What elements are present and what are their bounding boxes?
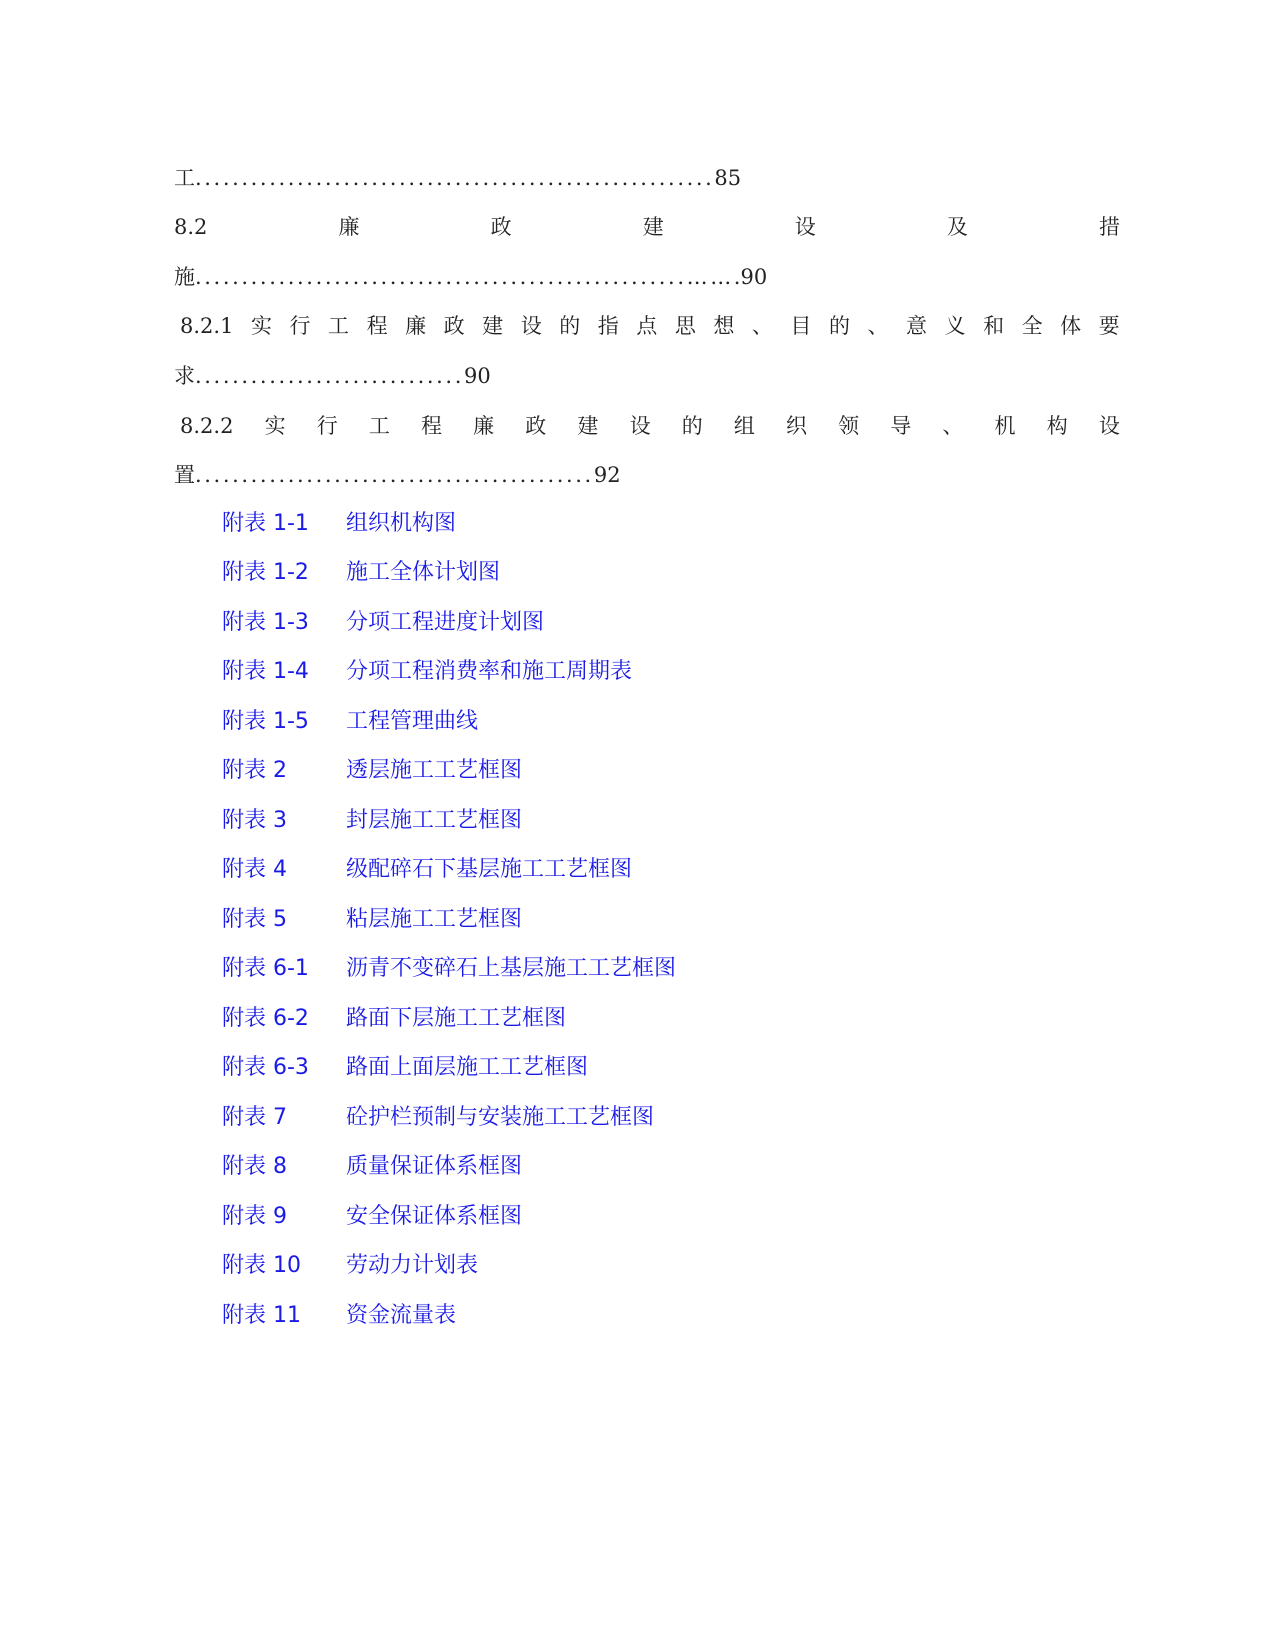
appendix-code: 附表 6-1	[222, 956, 309, 981]
toc-entry-8-2-2[interactable]	[180, 411, 1120, 441]
appendix-title: 透层施工工艺框图	[346, 758, 523, 783]
appendix-title: 施工全体计划图	[346, 560, 501, 585]
appendix-code: 附表 2	[222, 758, 287, 783]
toc-word: 工	[368, 414, 390, 438]
toc-word: 8.2.1	[180, 314, 234, 338]
appendix-title: 分项工程消费率和施工周期表	[346, 659, 633, 684]
toc-word: 行	[316, 414, 338, 438]
appendix-code: 附表 8	[222, 1154, 287, 1179]
toc-word: 8.2.2	[180, 414, 234, 438]
toc-word: 义	[944, 314, 966, 338]
appendix-link[interactable]	[222, 1202, 522, 1232]
toc-word: 政	[443, 314, 465, 338]
appendix-link[interactable]	[222, 756, 522, 786]
toc-word: 程	[421, 414, 442, 438]
appendix-link[interactable]	[222, 1004, 566, 1034]
toc-word: 目	[790, 314, 812, 338]
appendix-title: 质量保证体系框图	[346, 1154, 523, 1179]
appendix-link[interactable]	[222, 1053, 588, 1083]
appendix-title: 级配碎石下基层施工工艺框图	[346, 857, 633, 882]
appendix-code: 附表 6-3	[222, 1055, 309, 1080]
toc-word: 指	[597, 314, 619, 338]
appendix-title: 封层施工工艺框图	[346, 808, 523, 833]
toc-word: 8.2	[174, 215, 208, 239]
appendix-title: 劳动力计划表	[346, 1253, 479, 1278]
toc-word: 组	[733, 414, 755, 438]
appendix-link[interactable]	[222, 954, 676, 984]
appendix-link[interactable]	[222, 1301, 456, 1331]
appendix-link[interactable]	[222, 1251, 478, 1281]
toc-word: 建	[577, 414, 599, 438]
appendix-code: 附表 11	[222, 1303, 301, 1328]
appendix-title: 粘层施工工艺框图	[346, 907, 523, 932]
toc-text: 施	[174, 265, 195, 289]
appendix-code: 附表 6-2	[222, 1006, 309, 1031]
toc-word: 措	[1098, 215, 1120, 239]
toc-word: 构	[1046, 414, 1068, 438]
toc-word: 织	[785, 414, 807, 438]
appendix-code: 附表 1-4	[222, 659, 309, 684]
toc-word: 工	[328, 314, 350, 338]
toc-entry-8-2-1[interactable]	[180, 311, 1120, 341]
appendix-code: 附表 1-1	[222, 511, 309, 536]
toc-text: 置	[174, 463, 195, 487]
toc-page-number: .90	[733, 265, 768, 289]
appendix-title: 组织机构图	[346, 511, 457, 536]
appendix-link[interactable]	[222, 855, 632, 885]
appendix-link[interactable]	[222, 905, 522, 935]
toc-page-number: 85	[714, 166, 742, 190]
toc-word: 廉	[405, 314, 427, 338]
toc-word: 点	[636, 314, 658, 338]
appendix-title: 工程管理曲线	[346, 709, 479, 734]
appendix-title: 分项工程进度计划图	[346, 610, 545, 635]
toc-word: 建	[642, 215, 664, 239]
toc-text: 工	[174, 166, 195, 190]
appendix-link[interactable]	[222, 806, 522, 836]
appendix-title: 路面上面层施工工艺框图	[346, 1055, 589, 1080]
appendix-title: 砼护栏预制与安装施工工艺框图	[346, 1105, 655, 1130]
toc-word: 政	[490, 215, 512, 239]
toc-entry-continued[interactable]	[174, 163, 741, 193]
toc-word: 、	[751, 314, 773, 338]
toc-entry-8-2-cont[interactable]	[174, 262, 767, 292]
toc-word: 和	[983, 314, 1005, 338]
appendix-link[interactable]	[222, 707, 478, 737]
toc-word: 设	[520, 314, 542, 338]
toc-word: 的	[681, 414, 703, 438]
appendix-code: 附表 1-3	[222, 610, 309, 635]
appendix-code: 附表 1-2	[222, 560, 309, 585]
toc-word: 廉	[338, 215, 360, 239]
toc-word: 的	[559, 314, 581, 338]
appendix-code: 附表 5	[222, 907, 287, 932]
appendix-title: 安全保证体系框图	[346, 1204, 523, 1229]
toc-word: 领	[838, 414, 860, 438]
appendix-title: 沥青不变碎石上基层施工工艺框图	[346, 956, 677, 981]
toc-word: 设	[629, 414, 651, 438]
toc-word: 程	[366, 314, 388, 338]
toc-word: 建	[482, 314, 504, 338]
toc-entry-8-2-1-cont[interactable]	[174, 361, 491, 391]
toc-word: 想	[713, 314, 735, 338]
appendix-code: 附表 7	[222, 1105, 287, 1130]
toc-dots: .............................	[195, 364, 464, 388]
appendix-link[interactable]	[222, 509, 456, 539]
toc-word: 全	[1021, 314, 1043, 338]
appendix-link[interactable]	[222, 608, 544, 638]
toc-word: 设	[794, 215, 816, 239]
toc-dots: ........................................................	[195, 166, 715, 190]
toc-entry-8-2-2-cont[interactable]	[174, 460, 621, 490]
toc-word: 思	[674, 314, 696, 338]
toc-word: 、	[942, 414, 964, 438]
appendix-link[interactable]	[222, 558, 500, 588]
toc-word: 及	[946, 215, 968, 239]
toc-word: 廉	[473, 414, 495, 438]
appendix-code: 附表 1-5	[222, 709, 309, 734]
toc-word: 的	[828, 314, 850, 338]
appendix-link[interactable]	[222, 1152, 522, 1182]
toc-word: 要	[1098, 314, 1120, 338]
appendix-code: 附表 10	[222, 1253, 301, 1278]
toc-word: 政	[525, 414, 547, 438]
toc-entry-8-2[interactable]	[174, 212, 1120, 242]
toc-word: 行	[289, 314, 311, 338]
toc-text: 求	[174, 364, 195, 388]
toc-word: 实	[264, 414, 286, 438]
toc-page-number: 90	[463, 364, 491, 388]
toc-dots: .....................................................……	[195, 265, 734, 289]
appendix-link[interactable]	[222, 657, 632, 687]
toc-word: 导	[890, 414, 912, 438]
toc-word: 、	[867, 314, 889, 338]
appendix-code: 附表 4	[222, 857, 287, 882]
appendix-code: 附表 9	[222, 1204, 287, 1229]
toc-word: 设	[1098, 414, 1120, 438]
toc-word: 体	[1060, 314, 1082, 338]
toc-word: 实	[250, 314, 272, 338]
toc-dots: ...........................................	[195, 463, 594, 487]
appendix-code: 附表 3	[222, 808, 287, 833]
appendix-title: 路面下层施工工艺框图	[346, 1006, 567, 1031]
toc-page-number: 92	[593, 463, 621, 487]
toc-word: 意	[906, 314, 927, 338]
appendix-title: 资金流量表	[346, 1303, 457, 1328]
appendix-link[interactable]	[222, 1103, 654, 1133]
toc-word: 机	[994, 414, 1016, 438]
